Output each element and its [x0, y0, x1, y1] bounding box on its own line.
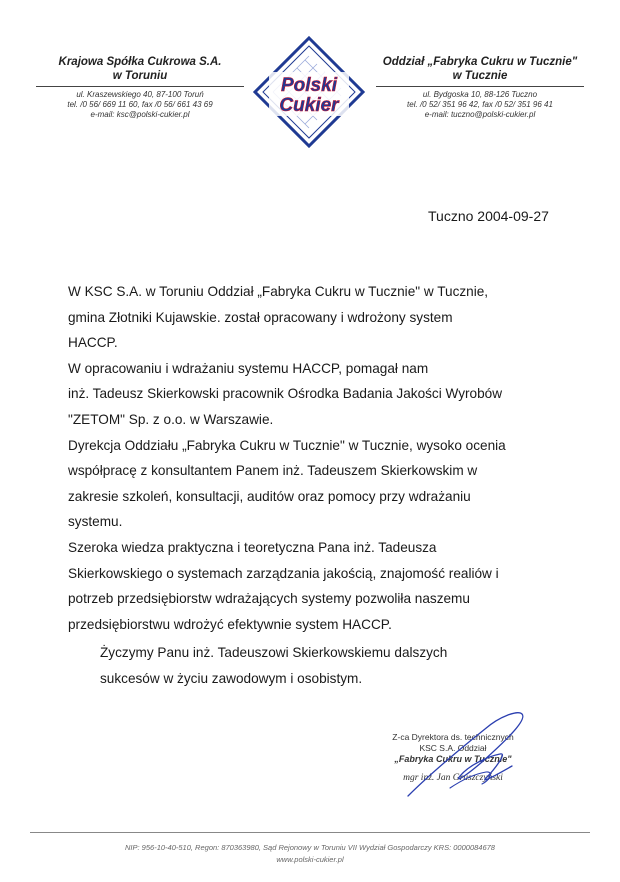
- letter-body: [68, 279, 588, 637]
- signatory-name: mgr inż. Jan Gruszczyński: [403, 773, 503, 783]
- footer-website: www.polski-cukier.pl: [276, 855, 344, 864]
- branch-name: Oddział „Fabryka Cukru w Tucznie": [382, 56, 578, 68]
- footer-registration: NIP: 956-10-40-510, Regon: 870363980, Sąd Rejonowy w Toruniu VII Wydział Gospodarczy KRS: 0000084678: [125, 843, 495, 852]
- body-line: współpracę z konsultantem Panem inż. Tadeuszem Skierkowskim w: [68, 463, 478, 479]
- stamp-title: Z-ca Dyrektora ds. technicznych: [392, 732, 514, 742]
- footer-divider: [30, 832, 590, 833]
- letter-closing: [100, 640, 580, 691]
- body-line: zakresie szkoleń, konsultacji, auditów oraz pomocy przy wdrażaniu: [68, 488, 471, 504]
- branch-email: e-mail: tuczno@polski-cukier.pl: [424, 110, 536, 119]
- closing-line: Życzymy Panu inż. Tadeuszowi Skierkowskiemu dalszych: [100, 645, 448, 660]
- branch-city: w Tucznie: [452, 70, 508, 82]
- body-line: inż. Tadeusz Skierkowski pracownik Ośrodka Badania Jakości Wyrobów: [68, 386, 503, 402]
- header-left-company: [30, 55, 250, 120]
- body-line: Dyrekcja Oddziału „Fabryka Cukru w Tucznie" w Tucznie, wysoko ocenia: [68, 437, 506, 453]
- body-line: Szeroka wiedza praktyczna i teoretyczna Pana inż. Tadeusza: [68, 539, 437, 555]
- body-line: potrzeb przedsiębiorstw wdrażających systemy pozwoliła naszemu: [68, 591, 470, 607]
- header-right-branch: [370, 55, 590, 120]
- body-line: W KSC S.A. w Toruniu Oddział „Fabryka Cukru w Tucznie" w Tucznie,: [68, 284, 489, 299]
- company-address: ul. Kraszewskiego 40, 87-100 Toruń: [76, 90, 204, 99]
- letter-date: Tuczno 2004-09-27: [428, 208, 549, 224]
- body-line: Skierkowskiego o systemach zarządzania jakością, znajomość realiów i: [68, 565, 499, 581]
- body-line: "ZETOM" Sp. z o.o. w Warszawie.: [68, 411, 274, 427]
- closing-line: sukcesów w życiu zawodowym i osobistym.: [100, 670, 363, 686]
- body-line: HACCP.: [68, 335, 118, 351]
- stamp-org: KSC S.A. Oddział: [419, 743, 487, 753]
- stamp-branch: „Fabryka Cukru w Tucznie": [394, 754, 512, 764]
- company-email: e-mail: ksc@polski-cukier.pl: [90, 110, 190, 119]
- body-line: systemu.: [68, 514, 123, 530]
- logo-text-line1: Polski: [281, 75, 337, 96]
- company-city: w Toruniu: [112, 70, 168, 82]
- logo-text-line2: Cukier: [279, 95, 339, 116]
- header-right-divider: [376, 86, 584, 87]
- branch-address: ul. Bydgoska 10, 88-126 Tuczno: [422, 90, 538, 99]
- company-phone: tel. /0 56/ 669 11 60, fax /0 56/ 661 43 69: [67, 100, 213, 109]
- polski-cukier-logo: [253, 36, 365, 148]
- branch-phone: tel. /0 52/ 351 96 42, fax /0 52/ 351 96 41: [407, 100, 553, 109]
- body-line: W opracowaniu i wdrażaniu systemu HACCP, pomagał nam: [68, 360, 429, 376]
- body-line: gmina Złotniki Kujawskie. został opracowany i wdrożony system: [68, 309, 453, 325]
- header-left-divider: [36, 86, 244, 87]
- handwritten-signature: [390, 704, 540, 804]
- body-line: przedsiębiorstwu wdrożyć efektywnie system HACCP.: [68, 616, 392, 632]
- company-name: Krajowa Spółka Cukrowa S.A.: [58, 56, 222, 68]
